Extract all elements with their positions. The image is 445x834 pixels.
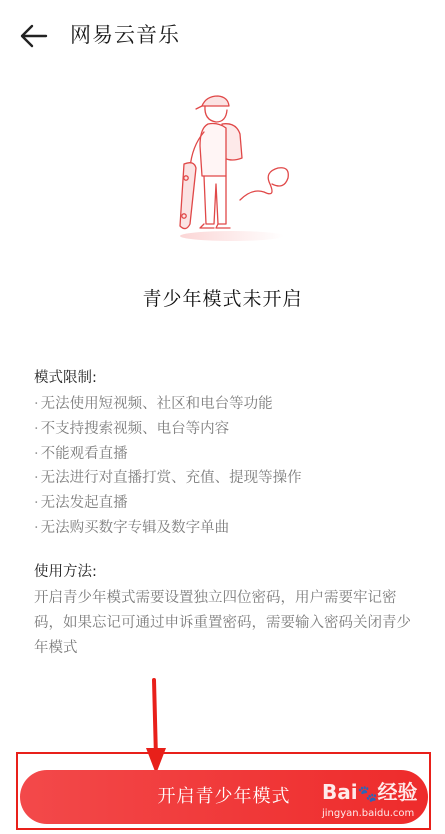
restriction-item: · 无法发起直播 [34, 495, 128, 512]
back-button[interactable] [14, 16, 54, 56]
watermark-brand: Bai🐾经验 [322, 780, 418, 804]
enable-teen-mode-button[interactable]: 开启青少年模式 [20, 770, 428, 824]
usage-heading: 使用方法: [34, 564, 97, 580]
watermark-url: jingyan.baidu.com [322, 808, 415, 819]
restrictions-heading: 模式限制: [34, 370, 97, 386]
restrictions-list [34, 392, 424, 541]
restriction-item: · 不支持搜索视频、电台等内容 [34, 420, 230, 437]
paw-icon: 🐾 [357, 784, 378, 803]
restriction-item: · 无法使用短视频、社区和电台等功能 [34, 396, 273, 412]
usage-description: 开启青少年模式需要设置独立四位密码，用户需要牢记密码，如果忘记可通过申诉重置密码，需要输入密码关闭青少年模式 [34, 590, 411, 656]
restriction-item: · 不能观看直播 [34, 445, 128, 462]
restriction-item: · 无法购买数字专辑及数字单曲 [34, 519, 230, 536]
baidu-jingyan-watermark [322, 780, 442, 830]
teen-mode-status-title: 青少年模式未开启 [142, 288, 303, 310]
usage-section [34, 560, 424, 661]
top-bar [0, 0, 445, 72]
arrow-left-icon [20, 24, 48, 48]
restrictions-section [34, 366, 424, 541]
teen-skateboarder-illustration [160, 88, 310, 258]
app-title: 网易云音乐 [70, 23, 180, 47]
restriction-item: · 无法进行对直播打赏、充值、提现等操作 [34, 470, 302, 487]
